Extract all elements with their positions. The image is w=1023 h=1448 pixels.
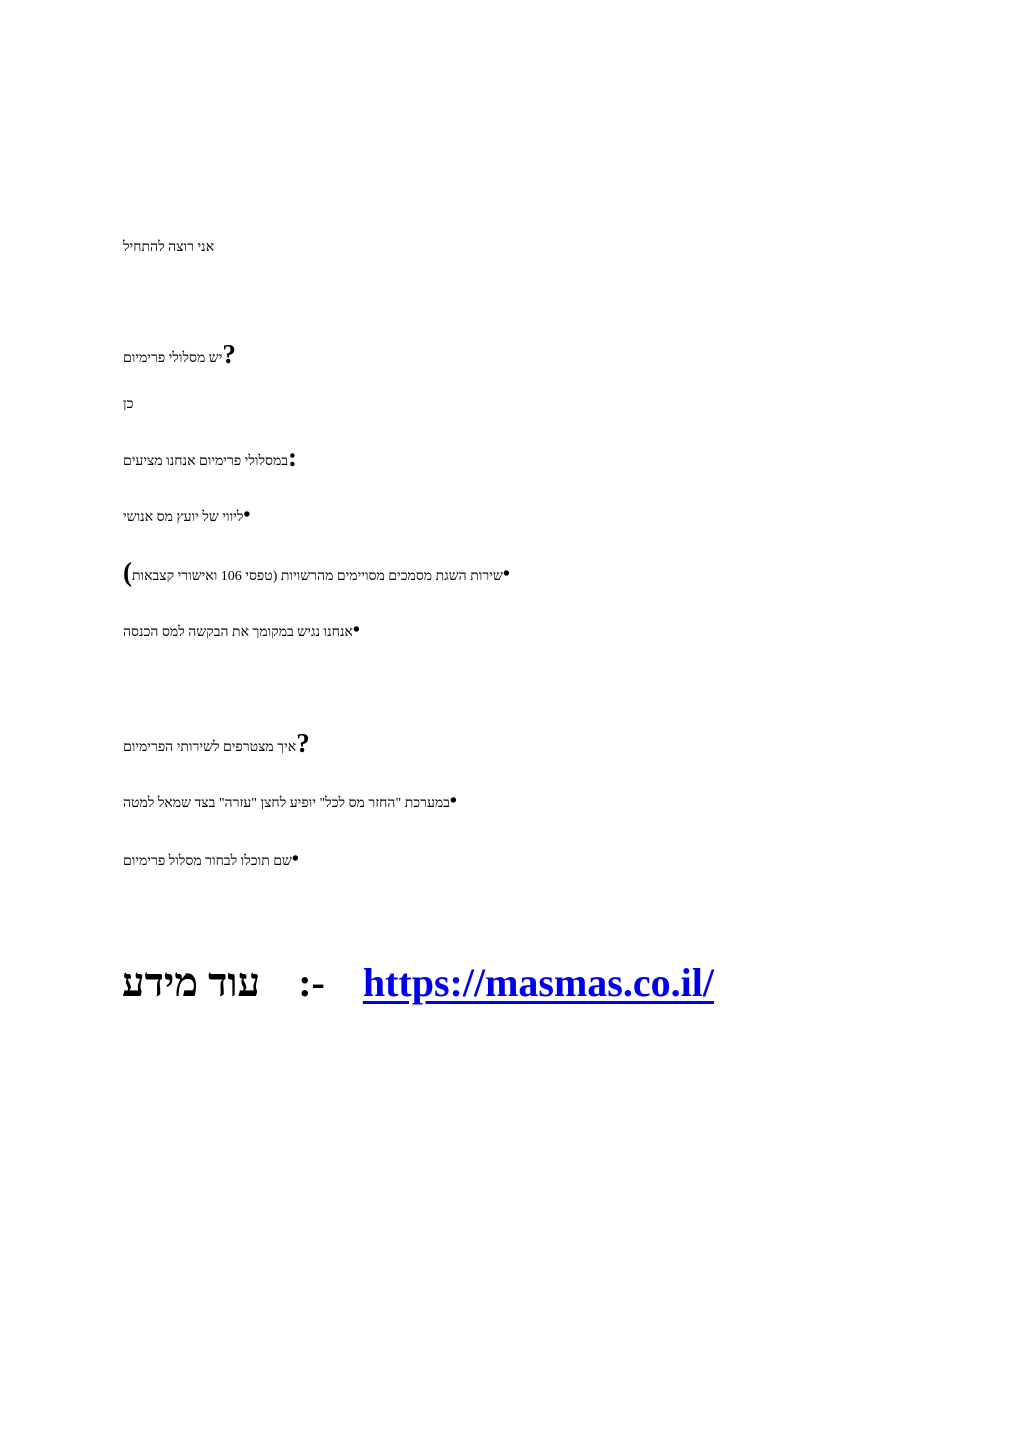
bullet-icon: • — [243, 504, 251, 526]
bullet-text: ליווי של יועץ מס אנושי — [123, 510, 244, 525]
step-text: במערכת "החזר מס לכל" יופיע לחצן "עזרה" בצד שמאל למטה — [123, 796, 450, 811]
footer-separator: :- — [298, 960, 325, 1005]
bullet-icon: • — [291, 848, 299, 870]
question-text: יש מסלולי פרימיום — [123, 351, 223, 366]
question-text: איך מצטרפים לשירותי הפרימיום — [123, 740, 297, 755]
intro-line — [123, 238, 214, 258]
intro-text: אני רוצה להתחיל — [123, 240, 215, 255]
question-join-premium — [123, 728, 310, 758]
bullet-icon: • — [352, 619, 360, 641]
step-item — [123, 791, 457, 814]
bullet-text: אנחנו נגיש במקומך את הבקשה למס הכנסה — [123, 625, 353, 640]
bullet-item — [123, 620, 360, 643]
offer-heading-text: במסלולי פרימיום אנחנו מציעים — [123, 454, 289, 469]
more-info-footer — [122, 955, 714, 1011]
bullet-item — [123, 505, 250, 528]
website-link[interactable]: https://masmas.co.il/ — [362, 960, 714, 1005]
colon-mark: : — [288, 442, 298, 472]
bullet-item — [123, 557, 510, 587]
bullet-text: שירות השגת מסמכים מסויימים מהרשויות (טפסי 106 ואישורי קצבאות — [132, 569, 503, 584]
bullet-icon: • — [502, 563, 510, 585]
paren-mark: ) — [123, 557, 132, 587]
answer-line — [123, 395, 133, 415]
answer-text: כן — [123, 397, 134, 412]
offer-heading — [123, 442, 298, 472]
step-text: שם תוכלו לבחור מסלול פרימיום — [123, 854, 292, 869]
question-mark: ? — [222, 339, 236, 369]
step-item — [123, 849, 299, 872]
more-info-label: עוד מידע — [122, 960, 261, 1005]
bullet-icon: • — [449, 790, 457, 812]
question-premium-tracks — [123, 339, 236, 369]
question-mark: ? — [296, 728, 310, 758]
